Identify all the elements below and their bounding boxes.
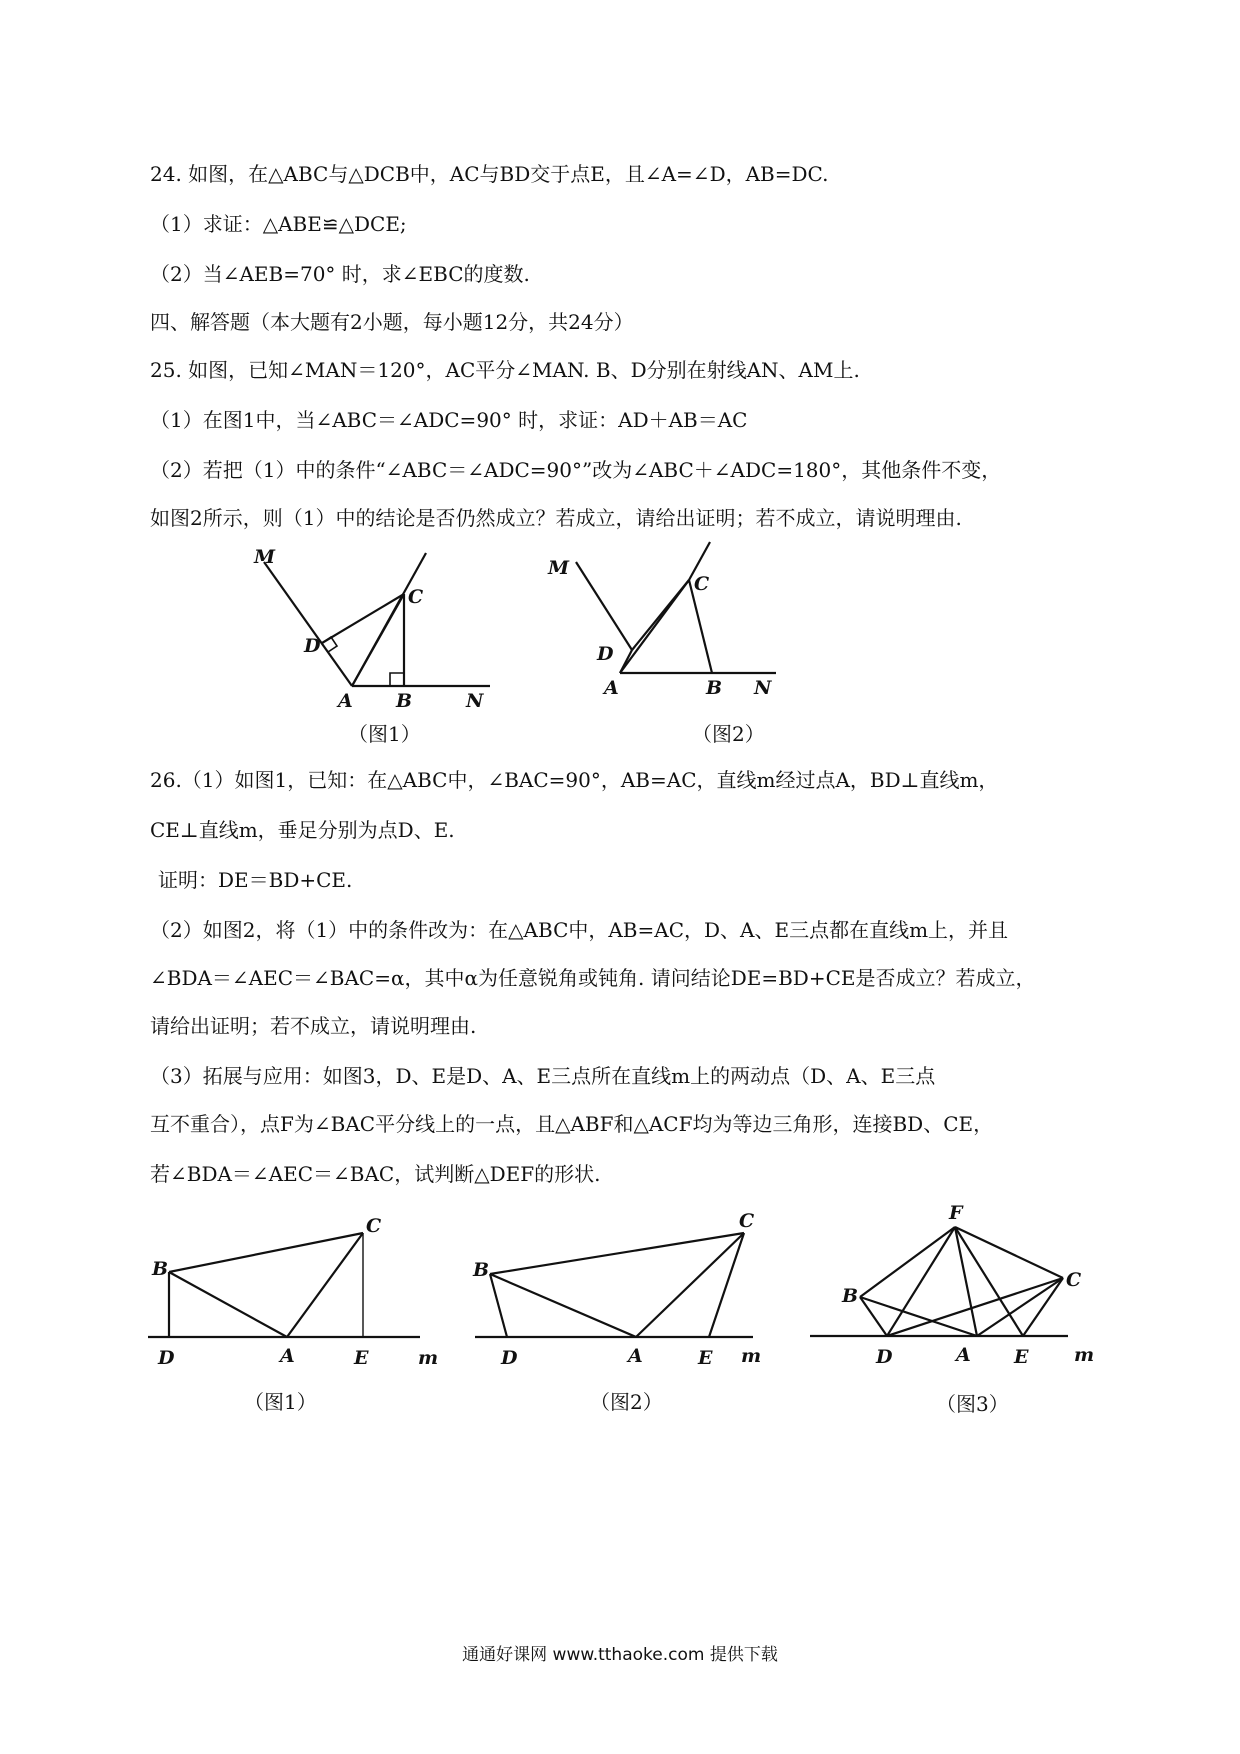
q26-line3: 证明：DE＝BD+CE.: [158, 868, 353, 892]
q26-line5: ∠BDA＝∠AEC＝∠BAC=α，其中α为任意锐角或钝角. 请问结论DE=BD+CE是否成立？若成立，: [150, 966, 1036, 990]
section-heading: 四、解答题（本大题有2小题，每小题12分，共24分）: [150, 310, 634, 334]
q26-line4: （2）如图2，将（1）中的条件改为：在△ABC中，AB=AC，D、A、E三点都在直线m上，并且: [150, 918, 1009, 942]
q26-fig3-label-B: B: [842, 1285, 859, 1307]
q26-figure-1: [140, 1205, 450, 1369]
q26-line6: 请给出证明；若不成立，请说明理由.: [150, 1014, 477, 1038]
q26-fig2-label-m: m: [741, 1345, 762, 1367]
q26-fig3-label-A: A: [956, 1344, 971, 1366]
q26-figure-3: [800, 1195, 1100, 1368]
fig2-label-C: C: [694, 573, 710, 595]
q26-fig2-label-A: A: [628, 1345, 643, 1367]
q26-fig1-label-m: m: [418, 1347, 439, 1369]
fig1-label-B: B: [396, 690, 413, 712]
q26-figure-2: [465, 1205, 775, 1369]
q26-fig2-label-B: B: [473, 1259, 490, 1281]
q26-fig3-label-D: D: [876, 1346, 893, 1368]
q26-fig3-label-E: E: [1014, 1346, 1029, 1368]
q24-stem: 24. 如图，在△ABC与△DCB中，AC与BD交于点E，且∠A=∠D，AB=DC.: [150, 162, 829, 186]
fig2-label-D: D: [597, 643, 614, 665]
q24-part1: （1）求证：△ABE≌△DCE;: [150, 212, 407, 236]
q26-fig2-label-E: E: [698, 1347, 713, 1369]
q26-line2: CE⊥直线m，垂足分别为点D、E.: [150, 818, 455, 842]
q26-line9: 若∠BDA＝∠AEC＝∠BAC，试判断△DEF的形状.: [150, 1162, 601, 1186]
q25-figure-2: [540, 540, 800, 700]
q26-fig1-label-A: A: [280, 1345, 295, 1367]
q25-figure-1-caption: （图1）: [348, 722, 421, 746]
q26-line1: 26.（1）如图1，已知：在△ABC中，∠BAC=90°，AB=AC，直线m经过点A，BD⊥直线m，: [150, 768, 999, 792]
fig1-label-D: D: [304, 635, 321, 657]
q25-stem: 25. 如图，已知∠MAN＝120°，AC平分∠MAN. B、D分别在射线AN、AM上.: [150, 358, 860, 382]
q24-part2: （2）当∠AEB=70° 时，求∠EBC的度数.: [150, 262, 530, 286]
q26-figure-3-caption: （图3）: [936, 1392, 1009, 1416]
q26-fig3-label-m: m: [1074, 1344, 1095, 1366]
q25-figure-2-caption: （图2）: [692, 722, 765, 746]
q26-fig2-label-C: C: [739, 1210, 755, 1232]
q25-part2-line2: 如图2所示，则（1）中的结论是否仍然成立？若成立，请给出证明；若不成立，请说明理由.: [150, 506, 962, 530]
q26-fig3-label-C: C: [1066, 1269, 1082, 1291]
q26-fig1-label-C: C: [366, 1215, 382, 1237]
q26-figure-2-caption: （图2）: [590, 1390, 663, 1414]
q26-line7: （3）拓展与应用：如图3，D、E是D、A、E三点所在直线m上的两动点（D、A、E三点: [150, 1064, 936, 1088]
q26-fig1-label-B: B: [152, 1258, 169, 1280]
fig2-label-N: N: [754, 677, 772, 699]
q26-fig2-label-D: D: [501, 1347, 518, 1369]
q26-figure-1-caption: （图1）: [244, 1390, 317, 1414]
q26-fig3-label-F: F: [949, 1202, 963, 1224]
fig1-label-M: M: [254, 546, 276, 568]
fig1-label-A: A: [338, 690, 353, 712]
page-footer: 通通好课网 www.tthaoke.com 提供下载: [462, 1645, 778, 1665]
q26-fig1-label-D: D: [158, 1347, 175, 1369]
q26-line8: 互不重合），点F为∠BAC平分线上的一点，且△ABF和△ACF均为等边三角形，连接BD、CE，: [150, 1112, 994, 1136]
q25-part2-line1: （2）若把（1）中的条件“∠ABC＝∠ADC=90°”改为∠ABC＋∠ADC=180°，其他条件不变，: [150, 458, 1002, 482]
q25-part1: （1）在图1中，当∠ABC＝∠ADC=90° 时，求证：AD＋AB＝AC: [150, 408, 748, 432]
fig2-label-B: B: [706, 677, 723, 699]
fig2-label-M: M: [548, 557, 570, 579]
fig1-label-C: C: [408, 586, 424, 608]
q26-fig1-label-E: E: [354, 1347, 369, 1369]
fig2-label-A: A: [604, 677, 619, 699]
fig1-label-N: N: [466, 690, 484, 712]
q25-figure-1: [240, 545, 510, 712]
